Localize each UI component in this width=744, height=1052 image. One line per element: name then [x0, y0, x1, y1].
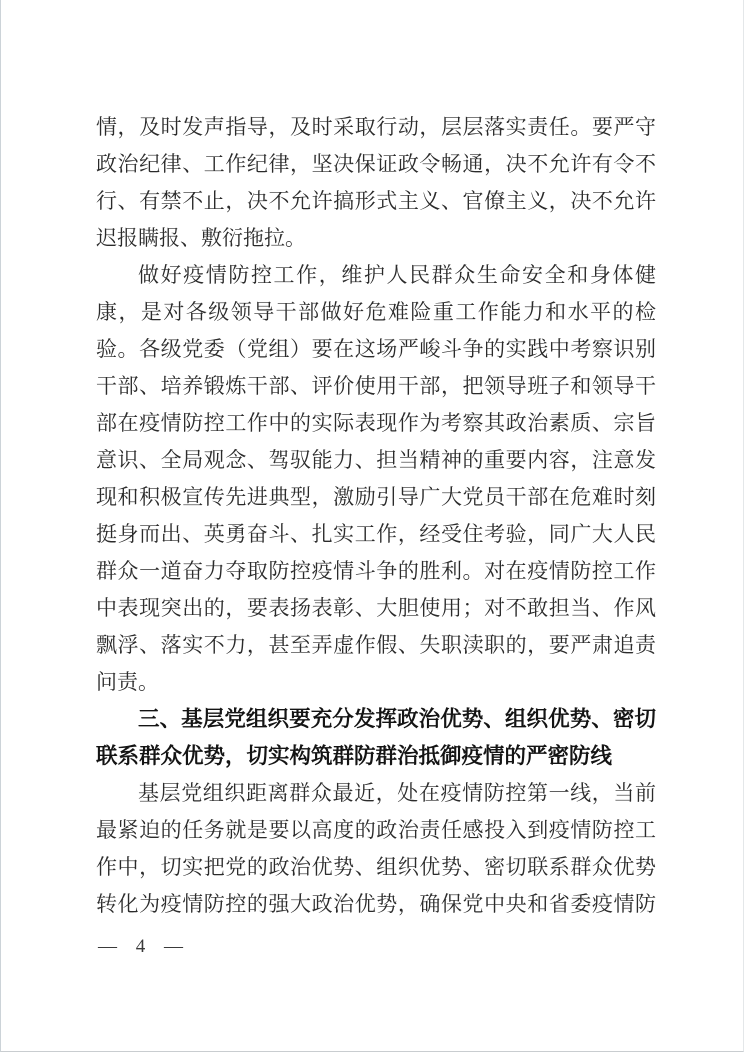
text-block — [96, 109, 656, 923]
body-text-line: 最紧迫的任务就是要以高度的政治责任感投入到疫情防控工 — [96, 818, 656, 842]
body-text-line: 康，是对各级领导干部做好危难险重工作能力和水平的检 — [96, 300, 656, 324]
body-text-line: 飘浮、落实不力，甚至弄虚作假、失职渎职的，要严肃追责 — [96, 633, 656, 657]
body-text-line: 做好疫情防控工作，维护人民群众生命安全和身体健 — [138, 263, 656, 287]
body-text-line: 部在疫情防控工作中的实际表现作为考察其政治素质、宗旨 — [96, 411, 656, 435]
body-text-line: 情，及时发声指导，及时采取行动，层层落实责任。要严守 — [96, 115, 656, 139]
page-number: — 4 — — [98, 936, 185, 957]
body-text-line: 干部、培养锻炼干部、评价使用干部，把领导班子和领导干 — [96, 374, 656, 398]
body-text-line: 挺身而出、英勇奋斗、扎实工作，经受住考验，同广大人民 — [96, 522, 656, 546]
body-text-line: 问责。 — [96, 670, 159, 694]
body-text-line: 行、有禁不止，决不允许搞形式主义、官僚主义，决不允许 — [96, 189, 656, 213]
section-heading-line: 三、基层党组织要充分发挥政治优势、组织优势、密切 — [138, 707, 656, 731]
body-text-line: 迟报瞒报、敷衍拖拉。 — [96, 226, 306, 250]
body-text-line: 政治纪律、工作纪律，坚决保证政令畅通，决不允许有令不 — [96, 152, 656, 176]
body-text-line: 作中，切实把党的政治优势、组织优势、密切联系群众优势 — [96, 855, 656, 879]
body-text-line: 意识、全局观念、驾驭能力、担当精神的重要内容，注意发 — [96, 448, 656, 472]
body-text-line: 现和积极宣传先进典型，激励引导广大党员干部在危难时刻 — [96, 485, 656, 509]
body-text-line: 中表现突出的，要表扬表彰、大胆使用；对不敢担当、作风 — [96, 596, 656, 620]
body-text-line: 转化为疫情防控的强大政治优势，确保党中央和省委疫情防 — [96, 892, 656, 916]
body-text-line: 基层党组织距离群众最近，处在疫情防控第一线，当前 — [138, 781, 656, 805]
section-heading-line: 联系群众优势，切实构筑群防群治抵御疫情的严密防线 — [96, 744, 613, 768]
body-text-line: 群众一道奋力夺取防控疫情斗争的胜利。对在疫情防控工作 — [96, 559, 656, 583]
body-text-line: 验。各级党委（党组）要在这场严峻斗争的实践中考察识别 — [96, 337, 656, 361]
